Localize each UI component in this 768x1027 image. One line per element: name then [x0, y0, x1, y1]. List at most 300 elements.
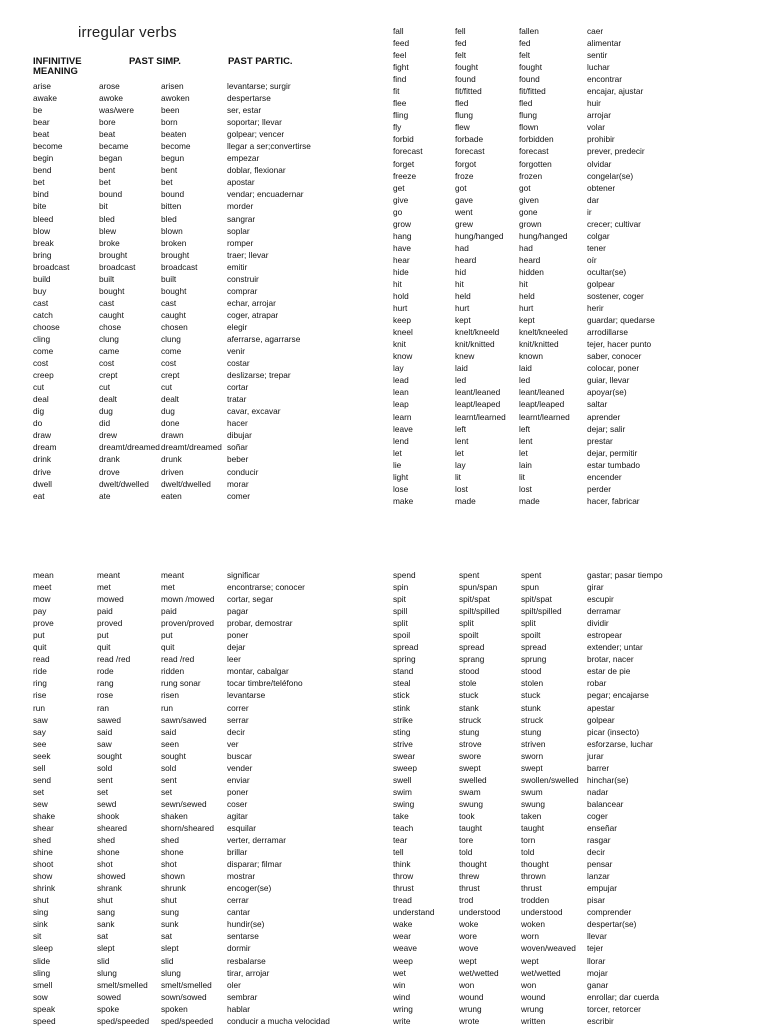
verb-past-simple: let — [455, 447, 464, 458]
verb-meaning: agitar — [227, 810, 248, 821]
verb-past-simple: stuck — [459, 690, 479, 701]
verb-past-participle: lit — [519, 471, 525, 482]
verb-meaning: buscar — [227, 750, 252, 761]
verb-infinitive: throw — [393, 871, 414, 882]
verb-past-participle: trodden — [521, 895, 550, 906]
verb-past-simple: won — [459, 979, 475, 990]
verb-past-participle: stood — [521, 666, 542, 677]
verb-meaning: conducir — [227, 466, 259, 477]
verb-infinitive: sow — [33, 991, 48, 1002]
verb-past-simple: set — [97, 786, 109, 797]
verb-past-participle: forgotten — [519, 158, 552, 169]
verb-past-participle: shrunk — [161, 883, 186, 894]
verb-row — [393, 738, 753, 750]
verb-past-participle: shed — [161, 835, 179, 846]
verb-past-participle: bound — [161, 189, 185, 200]
verb-meaning: resbalarse — [227, 955, 266, 966]
verb-meaning: nadar — [587, 786, 609, 797]
verb-infinitive: shine — [33, 847, 53, 858]
verb-meaning: sembrar — [227, 991, 258, 1002]
verb-meaning: disparar; filmar — [227, 859, 282, 870]
verb-past-participle: fled — [519, 98, 533, 109]
verb-past-simple: dreamt/dreamed — [99, 442, 160, 453]
verb-table-top-left — [33, 80, 363, 502]
verb-row — [393, 870, 753, 882]
verb-row — [33, 702, 363, 714]
verb-infinitive: saw — [33, 714, 48, 725]
verb-row — [33, 834, 363, 846]
verb-infinitive: quit — [33, 642, 47, 653]
verb-row — [393, 25, 753, 37]
verb-infinitive: hold — [393, 291, 409, 302]
verb-meaning: sangrar — [227, 213, 256, 224]
verb-row — [393, 411, 753, 423]
verb-past-simple: fit/fitted — [455, 86, 482, 97]
verb-past-simple: meant — [97, 570, 121, 580]
verb-infinitive: strive — [393, 738, 413, 749]
verb-past-simple: heard — [455, 254, 477, 265]
verb-infinitive: break — [33, 237, 54, 248]
verb-past-participle: mown /mowed — [161, 594, 215, 605]
verb-past-participle: wrung — [521, 1003, 544, 1014]
verb-meaning: cortar — [227, 382, 249, 393]
verb-past-participle: sent — [161, 774, 177, 785]
verb-row — [393, 435, 753, 447]
verb-past-participle: lost — [519, 483, 532, 494]
verb-infinitive: sling — [33, 967, 51, 978]
verb-past-simple: thought — [459, 859, 487, 870]
verb-past-participle: drunk — [161, 454, 182, 465]
verb-infinitive: run — [33, 702, 45, 713]
verb-infinitive: mow — [33, 594, 51, 605]
verb-past-simple: understood — [459, 907, 501, 918]
verb-past-participle: dug — [161, 406, 175, 417]
verb-past-participle: let — [519, 447, 528, 458]
verb-past-simple: dwelt/dwelled — [99, 478, 149, 489]
verb-past-simple: got — [455, 182, 467, 193]
verb-past-simple: clung — [99, 333, 119, 344]
verb-row — [393, 158, 753, 170]
verb-past-participle: bent — [161, 165, 178, 176]
verb-past-simple: lit — [455, 471, 461, 482]
verb-meaning: escupir — [587, 594, 614, 605]
verb-infinitive: smell — [33, 979, 53, 990]
verb-past-participle: hurt — [519, 303, 534, 314]
verb-row — [393, 629, 753, 641]
verb-row — [393, 170, 753, 182]
verb-past-simple: taught — [459, 822, 483, 833]
verb-infinitive: set — [33, 786, 45, 797]
verb-infinitive: swell — [393, 774, 412, 785]
verb-infinitive: hang — [393, 230, 412, 241]
verb-infinitive: write — [393, 1015, 411, 1026]
verb-meaning: leer — [227, 654, 241, 665]
verb-infinitive: dream — [33, 442, 57, 453]
verb-past-participle: forbidden — [519, 134, 554, 145]
verb-past-participle: ridden — [161, 666, 185, 677]
verb-infinitive: drive — [33, 466, 51, 477]
header-past-participle: PAST PARTIC. — [228, 56, 293, 67]
verb-row — [393, 665, 753, 677]
verb-past-simple: ate — [99, 490, 111, 501]
verb-past-participle: sewn/sewed — [161, 798, 207, 809]
verb-past-participle: shot — [161, 859, 177, 870]
verb-past-participle: dreamt/dreamed — [161, 442, 222, 453]
verb-row — [393, 653, 753, 665]
verb-row — [393, 37, 753, 49]
verb-infinitive: begin — [33, 153, 54, 164]
verb-row — [393, 290, 753, 302]
verb-meaning: sentarse — [227, 931, 259, 942]
verb-meaning: estropear — [587, 630, 623, 641]
verb-infinitive: think — [393, 859, 411, 870]
verb-infinitive: sew — [33, 798, 48, 809]
verb-infinitive: swear — [393, 750, 416, 761]
verb-row — [33, 405, 363, 417]
verb-meaning: construir — [227, 273, 259, 284]
verb-past-participle: won — [521, 979, 537, 990]
verb-past-participle: shorn/sheared — [161, 822, 215, 833]
verb-infinitive: spin — [393, 582, 409, 593]
verb-infinitive: have — [393, 242, 411, 253]
verb-past-participle: sworn — [521, 750, 544, 761]
verb-past-participle: clung — [161, 333, 181, 344]
verb-meaning: caer — [587, 26, 604, 36]
verb-row — [33, 581, 363, 593]
verb-past-simple: shut — [97, 895, 113, 906]
verb-infinitive: spread — [393, 642, 419, 653]
verb-past-simple: began — [99, 153, 123, 164]
verb-meaning: arrodillarse — [587, 327, 629, 338]
verb-meaning: hundir(se) — [227, 919, 265, 930]
verb-past-simple: came — [99, 346, 120, 357]
verb-infinitive: put — [33, 630, 45, 641]
verb-row — [393, 822, 753, 834]
verb-infinitive: tread — [393, 895, 412, 906]
verb-infinitive: choose — [33, 321, 60, 332]
verb-past-participle: shaken — [161, 810, 188, 821]
verb-row — [393, 495, 753, 507]
verb-row — [393, 846, 753, 858]
verb-meaning: apoyar(se) — [587, 387, 627, 398]
verb-past-participle: blown — [161, 225, 183, 236]
verb-meaning: despertar(se) — [587, 919, 637, 930]
verb-past-simple: shed — [97, 835, 115, 846]
verb-infinitive: stand — [393, 666, 414, 677]
verb-infinitive: draw — [33, 430, 51, 441]
verb-past-participle: had — [519, 242, 533, 253]
verb-infinitive: shut — [33, 895, 49, 906]
verb-row — [393, 266, 753, 278]
verb-past-simple: spit/spat — [459, 594, 490, 605]
verb-infinitive: bend — [33, 165, 52, 176]
verb-row — [393, 471, 753, 483]
verb-past-participle: swung — [521, 798, 545, 809]
verb-past-participle: rung sonar — [161, 678, 201, 689]
verb-past-simple: wept — [459, 955, 477, 966]
verb-row — [393, 61, 753, 73]
verb-infinitive: read — [33, 654, 50, 665]
verb-row — [393, 593, 753, 605]
verb-past-participle: meant — [161, 570, 185, 580]
verb-meaning: comprender — [587, 907, 632, 918]
verb-meaning: prohibir — [587, 134, 615, 145]
verb-past-simple: grew — [455, 218, 473, 229]
verb-infinitive: light — [393, 471, 409, 482]
verb-row — [33, 441, 363, 453]
verb-past-participle: run — [161, 702, 173, 713]
verb-row — [393, 581, 753, 593]
verb-past-participle: fit/fitted — [519, 86, 546, 97]
verb-past-participle: forecast — [519, 146, 549, 157]
verb-row — [393, 641, 753, 653]
verb-row — [393, 605, 753, 617]
verb-past-simple: rang — [97, 678, 114, 689]
verb-past-participle: understood — [521, 907, 563, 918]
verb-infinitive: forbid — [393, 134, 414, 145]
verb-meaning: tejer — [587, 943, 604, 954]
verb-row — [33, 200, 363, 212]
verb-meaning: guiar, llevar — [587, 375, 630, 386]
verb-past-simple: sowed — [97, 991, 121, 1002]
verb-past-participle: met — [161, 582, 175, 593]
verb-infinitive: feed — [393, 38, 410, 49]
verb-past-participle: laid — [519, 363, 532, 374]
verb-past-participle: stuck — [521, 690, 541, 701]
verb-infinitive: creep — [33, 370, 54, 381]
verb-past-simple: sawed — [97, 714, 121, 725]
verb-past-participle: kept — [519, 315, 535, 326]
verb-row — [393, 942, 753, 954]
verb-past-participle: thrown — [521, 871, 546, 882]
verb-meaning: morar — [227, 478, 249, 489]
verb-past-participle: spent — [521, 570, 542, 580]
verb-meaning: estar de pie — [587, 666, 631, 677]
verb-past-participle: found — [519, 74, 540, 85]
verb-row — [33, 1003, 363, 1015]
verb-past-simple: spent — [459, 570, 480, 580]
verb-past-participle: risen — [161, 690, 179, 701]
verb-infinitive: sing — [33, 907, 49, 918]
verb-past-simple: flung — [455, 110, 473, 121]
verb-row — [33, 333, 363, 345]
verb-infinitive: bleed — [33, 213, 54, 224]
verb-row — [33, 593, 363, 605]
verb-past-participle: swept — [521, 762, 543, 773]
verb-past-participle: caught — [161, 309, 186, 320]
verb-row — [393, 278, 753, 290]
verb-past-simple: met — [97, 582, 111, 593]
verb-past-participle: sprung — [521, 654, 547, 665]
verb-infinitive: weep — [393, 955, 413, 966]
verb-meaning: saltar — [587, 399, 608, 410]
verb-meaning: llegar a ser;convertirse — [227, 141, 311, 152]
verb-past-participle: bled — [161, 213, 177, 224]
verb-past-simple: blew — [99, 225, 117, 236]
verb-infinitive: do — [33, 418, 43, 429]
verb-past-simple: was/were — [99, 105, 135, 116]
verb-past-simple: smelt/smelled — [97, 979, 148, 990]
verb-row — [33, 273, 363, 285]
verb-meaning: coger — [587, 810, 608, 821]
verb-past-simple: cast — [99, 297, 115, 308]
verb-past-simple: laid — [455, 363, 468, 374]
verb-row — [33, 285, 363, 297]
verb-past-participle: shone — [161, 847, 184, 858]
verb-past-participle: born — [161, 117, 178, 128]
verb-row — [33, 176, 363, 188]
verb-infinitive: dwell — [33, 478, 52, 489]
verb-meaning: saber, conocer — [587, 351, 642, 362]
verb-past-simple: went — [455, 206, 473, 217]
verb-row — [33, 750, 363, 762]
verb-past-simple: showed — [97, 871, 126, 882]
verb-row — [393, 991, 753, 1003]
verb-past-participle: cut — [161, 382, 173, 393]
verb-past-participle: been — [161, 105, 180, 116]
verb-past-simple: wrote — [459, 1015, 480, 1026]
verb-past-simple: drew — [99, 430, 117, 441]
verb-meaning: colocar, poner — [587, 363, 640, 374]
verb-past-simple: fell — [455, 26, 466, 36]
verb-row — [393, 194, 753, 206]
verb-past-participle: fed — [519, 38, 531, 49]
verb-infinitive: lose — [393, 483, 409, 494]
verb-infinitive: bite — [33, 201, 47, 212]
verb-meaning: dejar; salir — [587, 423, 626, 434]
verb-infinitive: fit — [393, 86, 400, 97]
verb-past-participle: written — [521, 1015, 546, 1026]
verb-past-participle: sunk — [161, 919, 179, 930]
verb-past-participle: lent — [519, 435, 533, 446]
verb-past-simple: bled — [99, 213, 115, 224]
verb-infinitive: deal — [33, 394, 49, 405]
verb-infinitive: fly — [393, 122, 402, 133]
verb-infinitive: tear — [393, 835, 408, 846]
verb-meaning: pensar — [587, 859, 613, 870]
verb-infinitive: shoot — [33, 859, 54, 870]
verb-past-simple: left — [455, 423, 467, 434]
verb-meaning: vendar; encuadernar — [227, 189, 304, 200]
verb-infinitive: shed — [33, 835, 51, 846]
verb-row — [33, 605, 363, 617]
verb-infinitive: beat — [33, 129, 50, 140]
verb-meaning: tirar, arrojar — [227, 967, 270, 978]
verb-meaning: luchar — [587, 62, 610, 73]
verb-infinitive: understand — [393, 907, 435, 918]
verb-row — [33, 726, 363, 738]
verb-infinitive: sit — [33, 931, 42, 942]
verb-row — [393, 483, 753, 495]
verb-meaning: apostar — [227, 177, 255, 188]
verb-past-participle: torn — [521, 835, 536, 846]
verb-meaning: empujar — [587, 883, 617, 894]
verb-past-participle: dealt — [161, 394, 179, 405]
verb-infinitive: blow — [33, 225, 51, 236]
verb-row — [33, 810, 363, 822]
verb-past-simple: sheared — [97, 822, 127, 833]
verb-meaning: coser — [227, 798, 248, 809]
verb-past-simple: saw — [97, 738, 112, 749]
verb-row — [33, 774, 363, 786]
verb-row — [33, 164, 363, 176]
verb-past-simple: gave — [455, 194, 473, 205]
verb-past-participle: woken — [521, 919, 545, 930]
verb-meaning: congelar(se) — [587, 170, 634, 181]
verb-meaning: tocar timbre/teléfono — [227, 678, 303, 689]
verb-infinitive: freeze — [393, 170, 417, 181]
verb-past-participle: knit/knitted — [519, 339, 559, 350]
verb-past-simple: wrung — [459, 1003, 482, 1014]
verb-past-participle: known — [519, 351, 543, 362]
verb-meaning: mojar — [587, 967, 608, 978]
verb-meaning: gastar; pasar tiempo — [587, 570, 663, 580]
verb-past-participle: learnt/learned — [519, 411, 570, 422]
verb-infinitive: say — [33, 726, 46, 737]
verb-meaning: brotar, nacer — [587, 654, 634, 665]
verb-infinitive: find — [393, 74, 407, 85]
verb-past-simple: became — [99, 141, 129, 152]
verb-past-participle: sawn/sawed — [161, 714, 207, 725]
verb-past-participle: put — [161, 630, 173, 641]
verb-past-participle: broken — [161, 237, 187, 248]
verb-infinitive: wet — [393, 967, 406, 978]
verb-infinitive: see — [33, 738, 47, 749]
verb-row — [393, 726, 753, 738]
verb-row — [393, 49, 753, 61]
verb-meaning: dejar, permitir — [587, 447, 638, 458]
verb-meaning: levantarse — [227, 690, 266, 701]
verb-row — [393, 109, 753, 121]
verb-row — [33, 116, 363, 128]
verb-row — [393, 1003, 753, 1015]
verb-row — [33, 393, 363, 405]
verb-meaning: tener — [587, 242, 606, 253]
verb-row — [393, 230, 753, 242]
verb-past-simple: dug — [99, 406, 113, 417]
verb-infinitive: forecast — [393, 146, 423, 157]
verb-past-simple: rode — [97, 666, 114, 677]
verb-past-simple: leant/leaned — [455, 387, 501, 398]
verb-row — [393, 302, 753, 314]
verb-meaning: ocultar(se) — [587, 266, 627, 277]
verb-past-simple: hurt — [455, 303, 470, 314]
verb-past-simple: rose — [97, 690, 114, 701]
verb-past-participle: driven — [161, 466, 184, 477]
verb-row — [393, 762, 753, 774]
verb-infinitive: send — [33, 774, 51, 785]
verb-row — [393, 362, 753, 374]
verb-past-simple: lent — [455, 435, 469, 446]
verb-infinitive: split — [393, 618, 408, 629]
verb-past-simple: spilt/spilled — [459, 606, 500, 617]
verb-meaning: empezar — [227, 153, 260, 164]
verb-past-simple: swelled — [459, 774, 487, 785]
verb-infinitive: shear — [33, 822, 54, 833]
verb-past-simple: did — [99, 418, 111, 429]
verb-row — [33, 738, 363, 750]
verb-meaning: echar, arrojar — [227, 297, 276, 308]
verb-infinitive: wring — [393, 1003, 413, 1014]
verb-meaning: llevar — [587, 931, 607, 942]
verb-past-participle: sought — [161, 750, 186, 761]
verb-meaning: soñar — [227, 442, 248, 453]
verb-row — [33, 369, 363, 381]
verb-infinitive: weave — [393, 943, 417, 954]
verb-past-simple: crept — [99, 370, 118, 381]
verb-meaning: beber — [227, 454, 249, 465]
header-past-simple: PAST SIMP. — [129, 56, 181, 67]
